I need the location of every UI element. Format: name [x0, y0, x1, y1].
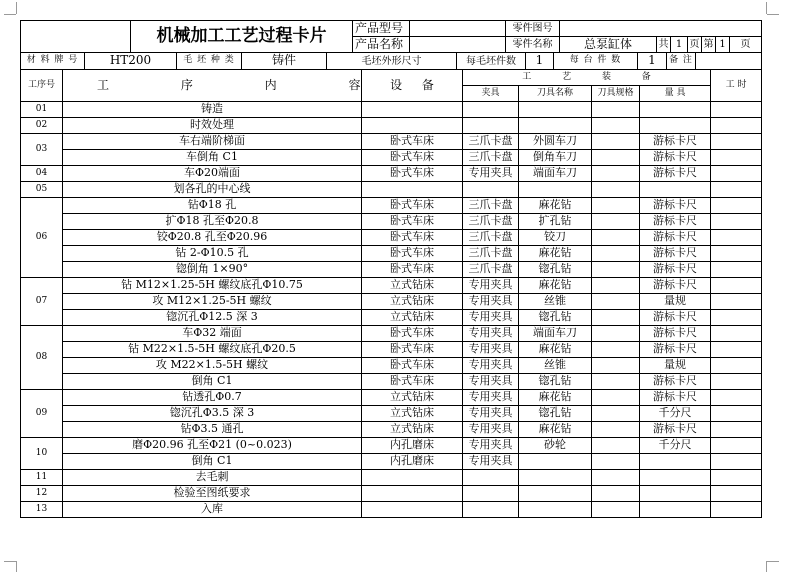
table-row	[21, 342, 762, 358]
fixture-cell: 专用夹具	[463, 342, 519, 358]
equipment-cell: 立式钻床	[362, 278, 463, 294]
step-content-cell: 钻 M22×1.5-5H 螺纹底孔Φ20.5	[63, 342, 362, 358]
gauge-cell	[640, 102, 711, 118]
tool-name-cell	[519, 502, 592, 518]
table-row	[21, 294, 762, 310]
fixture-cell: 专用夹具	[463, 390, 519, 406]
table-row	[21, 422, 762, 438]
fixture-cell: 三爪卡盘	[463, 230, 519, 246]
tool-name-cell	[519, 486, 592, 502]
col-tooling: 工 艺 装 备	[463, 70, 711, 86]
tool-spec-cell	[592, 358, 640, 374]
col-hours: 工 时	[711, 70, 762, 102]
gauge-cell: 游标卡尺	[640, 374, 711, 390]
step-no-cell: 05	[21, 182, 63, 198]
table-row	[21, 102, 762, 118]
step-no-cell: 09	[21, 390, 63, 438]
table-row	[21, 454, 762, 470]
hours-cell	[711, 118, 762, 134]
page-label: 页	[730, 37, 762, 53]
tool-name-cell: 端面车刀	[519, 166, 592, 182]
equipment-cell: 立式钻床	[362, 406, 463, 422]
fixture-cell	[463, 502, 519, 518]
fixture-cell: 专用夹具	[463, 406, 519, 422]
hours-cell	[711, 390, 762, 406]
tool-spec-cell	[592, 182, 640, 198]
gauge-cell: 游标卡尺	[640, 262, 711, 278]
crop-mark	[766, 561, 767, 572]
hours-cell	[711, 358, 762, 374]
part-name-value: 总泵缸体	[560, 37, 657, 53]
crop-mark	[4, 14, 16, 15]
hours-cell	[711, 374, 762, 390]
tool-spec-cell	[592, 454, 640, 470]
hours-cell	[711, 454, 762, 470]
tool-spec-cell	[592, 422, 640, 438]
table-row	[21, 150, 762, 166]
step-content-cell: 锪沉孔Φ3.5 深 3	[63, 406, 362, 422]
tool-spec-cell	[592, 102, 640, 118]
per-machine-label: 每 台 件 数	[554, 53, 638, 70]
tool-name-cell	[519, 182, 592, 198]
equipment-cell	[362, 102, 463, 118]
hours-cell	[711, 102, 762, 118]
step-content-cell: 车右端阶梯面	[63, 134, 362, 150]
tool-spec-cell	[592, 294, 640, 310]
equipment-cell: 卧式车床	[362, 374, 463, 390]
col-gauge: 量 具	[640, 86, 711, 102]
gauge-cell	[640, 486, 711, 502]
table-row	[21, 198, 762, 214]
equipment-cell	[362, 182, 463, 198]
tool-spec-cell	[592, 326, 640, 342]
tool-spec-cell	[592, 230, 640, 246]
total-pages: 1	[671, 37, 688, 53]
hours-cell	[711, 310, 762, 326]
hours-cell	[711, 406, 762, 422]
card-header	[20, 20, 762, 53]
equipment-cell: 立式钻床	[362, 422, 463, 438]
tool-spec-cell	[592, 374, 640, 390]
table-row	[21, 406, 762, 422]
step-no-cell: 10	[21, 438, 63, 470]
col-step-no: 工序号	[21, 70, 63, 102]
tool-spec-cell	[592, 342, 640, 358]
blank-size-label: 毛坯外形尺寸	[327, 53, 457, 70]
col-tool-spec: 刀具规格	[592, 86, 640, 102]
step-content-cell: 攻 M22×1.5-5H 螺纹	[63, 358, 362, 374]
tool-spec-cell	[592, 310, 640, 326]
material-row	[20, 52, 762, 70]
tool-spec-cell	[592, 246, 640, 262]
header-blank	[21, 21, 131, 53]
table-row	[21, 214, 762, 230]
gauge-cell	[640, 118, 711, 134]
step-no-cell: 02	[21, 118, 63, 134]
step-no-cell: 12	[21, 486, 63, 502]
step-content-cell: 钻 M12×1.25-5H 螺纹底孔Φ10.75	[63, 278, 362, 294]
hours-cell	[711, 150, 762, 166]
tool-spec-cell	[592, 262, 640, 278]
per-blank-label: 每毛坯件数	[457, 53, 526, 70]
equipment-cell: 卧式车床	[362, 166, 463, 182]
hours-cell	[711, 278, 762, 294]
table-row	[21, 278, 762, 294]
fixture-cell: 专用夹具	[463, 438, 519, 454]
equipment-cell: 卧式车床	[362, 150, 463, 166]
table-row	[21, 390, 762, 406]
fixture-cell: 三爪卡盘	[463, 246, 519, 262]
gauge-cell: 量规	[640, 294, 711, 310]
tool-name-cell: 端面车刀	[519, 326, 592, 342]
crop-mark	[766, 2, 767, 14]
hours-cell	[711, 470, 762, 486]
equipment-cell: 立式钻床	[362, 390, 463, 406]
table-row	[21, 182, 762, 198]
fixture-cell: 专用夹具	[463, 326, 519, 342]
fixture-cell: 三爪卡盘	[463, 198, 519, 214]
tool-name-cell	[519, 102, 592, 118]
fixture-cell	[463, 118, 519, 134]
hours-cell	[711, 134, 762, 150]
page-label: 页	[688, 37, 702, 53]
tool-name-cell: 麻花钻	[519, 390, 592, 406]
card-title: 机械加工工艺过程卡片	[131, 21, 353, 53]
current-page: 1	[716, 37, 730, 53]
fixture-cell: 三爪卡盘	[463, 134, 519, 150]
tool-spec-cell	[592, 150, 640, 166]
tool-spec-cell	[592, 486, 640, 502]
tool-name-cell: 扩孔钻	[519, 214, 592, 230]
step-content-cell: 钻透孔Φ0.7	[63, 390, 362, 406]
tool-name-cell: 麻花钻	[519, 246, 592, 262]
tool-name-cell: 麻花钻	[519, 278, 592, 294]
material-label: 材 料 牌 号	[21, 53, 85, 70]
tool-name-cell: 砂轮	[519, 438, 592, 454]
step-no-cell: 07	[21, 278, 63, 326]
product-model-label: 产品型号	[353, 21, 410, 37]
part-name-label: 零件名称	[506, 37, 560, 53]
remarks-label: 备 注	[667, 53, 696, 70]
total-label: 共	[657, 37, 671, 53]
step-content-cell: 车Φ32 端面	[63, 326, 362, 342]
table-row	[21, 326, 762, 342]
equipment-cell: 卧式车床	[362, 198, 463, 214]
step-no-cell: 11	[21, 470, 63, 486]
gauge-cell: 游标卡尺	[640, 310, 711, 326]
equipment-cell: 卧式车床	[362, 326, 463, 342]
fixture-cell: 三爪卡盘	[463, 214, 519, 230]
hours-cell	[711, 422, 762, 438]
step-content-cell: 划各孔的中心线	[63, 182, 362, 198]
step-content-cell: 铸造	[63, 102, 362, 118]
fixture-cell: 专用夹具	[463, 454, 519, 470]
gauge-cell: 千分尺	[640, 406, 711, 422]
step-content-cell: 锪沉孔Φ12.5 深 3	[63, 310, 362, 326]
remarks-value	[696, 53, 762, 70]
step-content-cell: 钻Φ3.5 通孔	[63, 422, 362, 438]
step-content-cell: 检验至图纸要求	[63, 486, 362, 502]
equipment-cell: 内孔磨床	[362, 438, 463, 454]
step-no-cell: 13	[21, 502, 63, 518]
hours-cell	[711, 262, 762, 278]
tool-spec-cell	[592, 438, 640, 454]
hours-cell	[711, 486, 762, 502]
tool-spec-cell	[592, 390, 640, 406]
hours-cell	[711, 294, 762, 310]
material-value: HT200	[85, 53, 177, 70]
table-row	[21, 118, 762, 134]
step-content-cell: 车Φ20端面	[63, 166, 362, 182]
equipment-cell	[362, 502, 463, 518]
step-content-cell: 去毛刺	[63, 470, 362, 486]
process-card	[20, 20, 761, 518]
process-table	[20, 69, 762, 518]
fixture-cell: 专用夹具	[463, 358, 519, 374]
gauge-cell: 游标卡尺	[640, 150, 711, 166]
gauge-cell: 游标卡尺	[640, 246, 711, 262]
table-row	[21, 486, 762, 502]
product-model-value	[410, 21, 506, 37]
gauge-cell: 游标卡尺	[640, 134, 711, 150]
fixture-cell: 专用夹具	[463, 374, 519, 390]
current-label: 第	[702, 37, 716, 53]
gauge-cell: 游标卡尺	[640, 230, 711, 246]
tool-spec-cell	[592, 406, 640, 422]
tool-name-cell: 麻花钻	[519, 342, 592, 358]
gauge-cell: 游标卡尺	[640, 278, 711, 294]
tool-name-cell: 锪孔钻	[519, 310, 592, 326]
gauge-cell	[640, 470, 711, 486]
gauge-cell	[640, 454, 711, 470]
tool-name-cell	[519, 470, 592, 486]
hours-cell	[711, 214, 762, 230]
step-content-cell: 攻 M12×1.25-5H 螺纹	[63, 294, 362, 310]
step-no-cell: 04	[21, 166, 63, 182]
table-row	[21, 166, 762, 182]
gauge-cell: 游标卡尺	[640, 342, 711, 358]
gauge-cell: 游标卡尺	[640, 326, 711, 342]
hours-cell	[711, 502, 762, 518]
equipment-cell	[362, 470, 463, 486]
step-content-cell: 扩Φ18 孔至Φ20.8	[63, 214, 362, 230]
fixture-cell: 三爪卡盘	[463, 150, 519, 166]
equipment-cell: 立式钻床	[362, 294, 463, 310]
equipment-cell	[362, 118, 463, 134]
gauge-cell: 量规	[640, 358, 711, 374]
step-content-cell: 倒角 C1	[63, 374, 362, 390]
crop-mark	[4, 561, 16, 562]
step-no-cell: 03	[21, 134, 63, 166]
crop-mark	[767, 14, 779, 15]
fixture-cell	[463, 486, 519, 502]
equipment-cell: 卧式车床	[362, 246, 463, 262]
crop-mark	[16, 561, 17, 572]
tool-spec-cell	[592, 278, 640, 294]
step-content-cell: 车倒角 C1	[63, 150, 362, 166]
product-name-label: 产品名称	[353, 37, 410, 53]
fixture-cell	[463, 470, 519, 486]
tool-name-cell: 麻花钻	[519, 422, 592, 438]
tool-name-cell: 丝锥	[519, 358, 592, 374]
fixture-cell	[463, 182, 519, 198]
table-row	[21, 246, 762, 262]
gauge-cell	[640, 182, 711, 198]
hours-cell	[711, 230, 762, 246]
step-content-cell: 铰Φ20.8 孔至Φ20.96	[63, 230, 362, 246]
table-row	[21, 502, 762, 518]
tool-name-cell: 倒角车刀	[519, 150, 592, 166]
tool-name-cell: 锪孔钻	[519, 262, 592, 278]
equipment-cell: 内孔磨床	[362, 454, 463, 470]
hours-cell	[711, 166, 762, 182]
col-equipment: 设 备	[362, 70, 463, 102]
equipment-cell: 卧式车床	[362, 214, 463, 230]
process-rows	[21, 102, 762, 518]
step-content-cell: 入库	[63, 502, 362, 518]
fixture-cell: 专用夹具	[463, 310, 519, 326]
step-content-cell: 时效处理	[63, 118, 362, 134]
equipment-cell: 卧式车床	[362, 358, 463, 374]
tool-spec-cell	[592, 470, 640, 486]
table-row	[21, 134, 762, 150]
table-row	[21, 358, 762, 374]
part-drawing-no-value	[560, 21, 762, 37]
hours-cell	[711, 342, 762, 358]
tool-name-cell: 锪孔钻	[519, 374, 592, 390]
fixture-cell	[463, 102, 519, 118]
table-row	[21, 230, 762, 246]
gauge-cell: 游标卡尺	[640, 390, 711, 406]
equipment-cell: 卧式车床	[362, 134, 463, 150]
table-row	[21, 438, 762, 454]
table-row	[21, 470, 762, 486]
tool-name-cell: 丝锥	[519, 294, 592, 310]
fixture-cell: 三爪卡盘	[463, 262, 519, 278]
equipment-cell: 卧式车床	[362, 262, 463, 278]
col-step-content: 工 序 内 容	[63, 70, 362, 102]
tool-spec-cell	[592, 118, 640, 134]
step-no-cell: 01	[21, 102, 63, 118]
hours-cell	[711, 438, 762, 454]
step-content-cell: 磨Φ20.96 孔至Φ21 (0~0.023)	[63, 438, 362, 454]
gauge-cell: 游标卡尺	[640, 198, 711, 214]
fixture-cell: 专用夹具	[463, 294, 519, 310]
equipment-cell: 立式钻床	[362, 310, 463, 326]
gauge-cell: 游标卡尺	[640, 214, 711, 230]
step-no-cell: 08	[21, 326, 63, 390]
table-row	[21, 374, 762, 390]
hours-cell	[711, 198, 762, 214]
tool-name-cell: 外圆车刀	[519, 134, 592, 150]
tool-name-cell: 锪孔钻	[519, 406, 592, 422]
tool-spec-cell	[592, 198, 640, 214]
gauge-cell: 千分尺	[640, 438, 711, 454]
crop-mark	[767, 561, 779, 562]
tool-name-cell	[519, 454, 592, 470]
equipment-cell: 卧式车床	[362, 230, 463, 246]
table-row	[21, 262, 762, 278]
gauge-cell: 游标卡尺	[640, 422, 711, 438]
equipment-cell: 卧式车床	[362, 342, 463, 358]
blank-type-value: 铸件	[242, 53, 327, 70]
step-content-cell: 钻Φ18 孔	[63, 198, 362, 214]
col-tool-name: 刀具名称	[519, 86, 592, 102]
tool-name-cell: 麻花钻	[519, 198, 592, 214]
per-blank-value: 1	[526, 53, 554, 70]
tool-spec-cell	[592, 134, 640, 150]
crop-mark	[16, 2, 17, 14]
tool-name-cell	[519, 118, 592, 134]
product-name-value	[410, 37, 506, 53]
per-machine-value: 1	[638, 53, 667, 70]
equipment-cell	[362, 486, 463, 502]
part-drawing-no-label: 零件图号	[506, 21, 560, 37]
step-content-cell: 钻 2-Φ10.5 孔	[63, 246, 362, 262]
hours-cell	[711, 182, 762, 198]
gauge-cell: 游标卡尺	[640, 166, 711, 182]
table-row	[21, 310, 762, 326]
hours-cell	[711, 326, 762, 342]
col-fixture: 夹具	[463, 86, 519, 102]
step-content-cell: 倒角 C1	[63, 454, 362, 470]
tool-name-cell: 铰刀	[519, 230, 592, 246]
fixture-cell: 专用夹具	[463, 422, 519, 438]
step-content-cell: 锪倒角 1×90°	[63, 262, 362, 278]
gauge-cell	[640, 502, 711, 518]
fixture-cell: 专用夹具	[463, 166, 519, 182]
fixture-cell: 专用夹具	[463, 278, 519, 294]
blank-type-label: 毛 坯 种 类	[177, 53, 242, 70]
tool-spec-cell	[592, 166, 640, 182]
tool-spec-cell	[592, 214, 640, 230]
step-no-cell: 06	[21, 198, 63, 278]
tool-spec-cell	[592, 502, 640, 518]
hours-cell	[711, 246, 762, 262]
